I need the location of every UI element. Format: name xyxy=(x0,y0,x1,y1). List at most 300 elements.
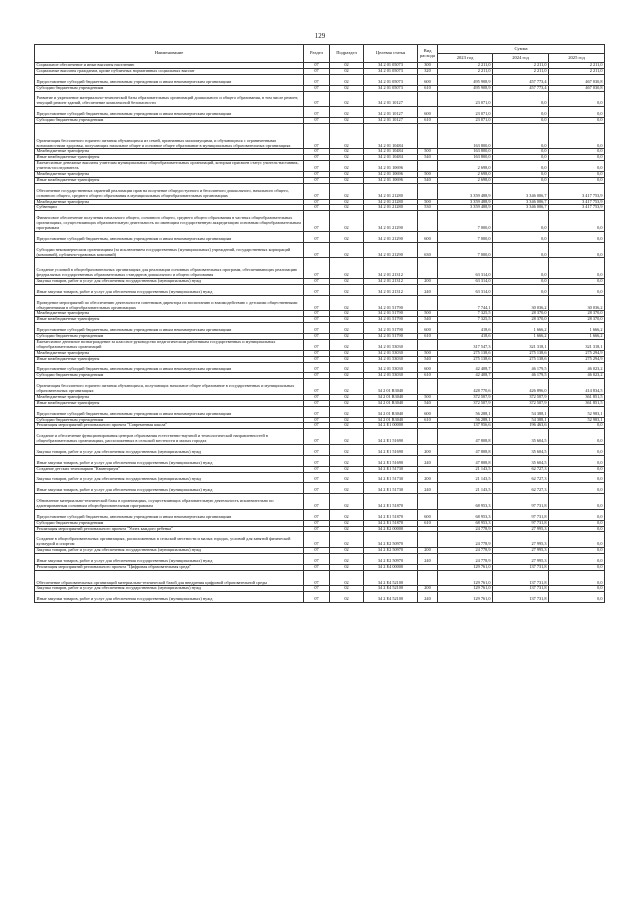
row-sum-2024: 2 211,0 xyxy=(493,68,549,74)
row-sum-2025: 1 666,2 xyxy=(549,334,605,340)
row-sum-2023: 275 138,6 xyxy=(438,350,493,356)
row-podrazdel: 02 xyxy=(330,183,364,199)
col-header-2024: 2024 год xyxy=(493,54,549,63)
table-row xyxy=(35,74,605,85)
row-name: Субсидии бюджетным учреждениям xyxy=(35,118,304,124)
table-row xyxy=(35,161,605,172)
row-sum-2024: 28 370,0 xyxy=(493,317,549,323)
row-vr: 610 xyxy=(418,520,438,526)
row-sum-2023: 23 071,0 xyxy=(438,107,493,118)
row-sum-2023: 42 408,7 xyxy=(438,373,493,379)
row-podrazdel: 02 xyxy=(330,199,364,205)
row-razdel: 07 xyxy=(304,423,330,429)
row-podrazdel: 02 xyxy=(330,417,364,423)
table-row xyxy=(35,183,605,199)
row-csr: 34 2 01 21280 xyxy=(364,199,418,205)
row-podrazdel: 02 xyxy=(330,564,364,570)
row-sum-2025: 0,0 xyxy=(549,494,605,510)
row-razdel: 07 xyxy=(304,554,330,565)
row-sum-2023: 7 744,1 xyxy=(438,295,493,311)
row-vr: 600 xyxy=(418,231,438,242)
row-sum-2023: 2 698,0 xyxy=(438,161,493,172)
row-vr: 240 xyxy=(418,284,438,295)
row-razdel: 07 xyxy=(304,123,330,149)
row-csr: 34 2 01 05073 xyxy=(364,74,418,85)
row-sum-2024: 97 731,8 xyxy=(493,494,549,510)
row-sum-2025: 0,0 xyxy=(549,258,605,279)
row-name: Иные межбюджетные трансферты xyxy=(35,177,304,183)
row-sum-2025: 0,0 xyxy=(549,554,605,565)
row-podrazdel: 02 xyxy=(330,373,364,379)
row-csr: 34 2 01 05073 xyxy=(364,63,418,69)
row-sum-2024: 1 666,2 xyxy=(493,323,549,334)
row-razdel: 07 xyxy=(304,68,330,74)
row-vr: 600 xyxy=(418,509,438,520)
row-razdel: 07 xyxy=(304,356,330,362)
row-vr: 240 xyxy=(418,554,438,565)
row-sum-2023: 2 211,0 xyxy=(438,63,493,69)
row-sum-2023: 7 325,5 xyxy=(438,317,493,323)
row-csr: 34 2 01 21280 xyxy=(364,205,418,211)
row-csr: 34 2 01 R3040 xyxy=(364,379,418,395)
row-vr: 600 xyxy=(418,323,438,334)
row-sum-2024: 0,0 xyxy=(493,242,549,258)
table-body xyxy=(35,63,605,603)
row-sum-2024: 28 370,0 xyxy=(493,311,549,317)
row-podrazdel: 02 xyxy=(330,123,364,149)
row-sum-2025: 0,0 xyxy=(549,429,605,445)
table-row xyxy=(35,472,605,483)
row-csr: 34 2 01 51790 xyxy=(364,295,418,311)
row-razdel: 07 xyxy=(304,161,330,172)
row-name: Межбюджетные трансферты xyxy=(35,394,304,400)
row-vr: 200 xyxy=(418,472,438,483)
table-row xyxy=(35,123,605,149)
row-podrazdel: 02 xyxy=(330,161,364,172)
row-podrazdel: 02 xyxy=(330,362,364,373)
row-csr: 34 2 E4 52100 xyxy=(364,570,418,586)
row-podrazdel: 02 xyxy=(330,295,364,311)
row-sum-2024: 0,0 xyxy=(493,118,549,124)
row-razdel: 07 xyxy=(304,373,330,379)
row-csr: 34 2 01 R3040 xyxy=(364,406,418,417)
row-sum-2023: 47 808,8 xyxy=(438,445,493,456)
row-sum-2025: 0,0 xyxy=(549,118,605,124)
row-sum-2025: 3 417 753,9 xyxy=(549,205,605,211)
row-name: Субсидии некоммерческим организациям (за исключением государственных (муниципальных) учреждений, государственных корпораций (компаний), публично-правовых компаний) xyxy=(35,242,304,258)
row-razdel: 07 xyxy=(304,205,330,211)
row-podrazdel: 02 xyxy=(330,172,364,178)
row-sum-2025: 0,0 xyxy=(549,423,605,429)
row-sum-2025: 0,0 xyxy=(549,466,605,472)
table-row xyxy=(35,284,605,295)
row-podrazdel: 02 xyxy=(330,520,364,526)
row-name: Предоставление субсидий бюджетным, автономным учреждениям и иным некоммерческим организациям xyxy=(35,406,304,417)
table-row xyxy=(35,211,605,232)
row-csr: 34 2 E1 51870 xyxy=(364,509,418,520)
row-podrazdel: 02 xyxy=(330,63,364,69)
row-sum-2024: 275 138,6 xyxy=(493,350,549,356)
row-sum-2023: 42 408,7 xyxy=(438,362,493,373)
row-sum-2024: 0,0 xyxy=(493,172,549,178)
row-vr: 200 xyxy=(418,586,438,592)
row-csr: 34 2 01 R3040 xyxy=(364,417,418,423)
row-sum-2024: 62 727,3 xyxy=(493,472,549,483)
row-podrazdel: 02 xyxy=(330,91,364,107)
row-sum-2023: 129 761,0 xyxy=(438,586,493,592)
row-podrazdel: 02 xyxy=(330,177,364,183)
row-name: Иные закупки товаров, работ и услуг для обеспечения государственных (муниципальных) нужд xyxy=(35,554,304,565)
row-vr: 530 xyxy=(418,205,438,211)
row-podrazdel: 02 xyxy=(330,211,364,232)
table-row xyxy=(35,455,605,466)
row-csr: 34 2 E2 50970 xyxy=(364,554,418,565)
row-sum-2023: 418,6 xyxy=(438,334,493,340)
row-razdel: 07 xyxy=(304,284,330,295)
row-sum-2023: 2 698,0 xyxy=(438,177,493,183)
row-sum-2024: 457 773,4 xyxy=(493,85,549,91)
row-csr: 34 2 E1 00000 xyxy=(364,423,418,429)
row-name: Субсидии бюджетным учреждениям xyxy=(35,520,304,526)
row-sum-2025: 0,0 xyxy=(549,161,605,172)
row-csr: 34 2 01 21280 xyxy=(364,183,418,199)
row-razdel: 07 xyxy=(304,362,330,373)
row-name: Межбюджетные трансферты xyxy=(35,172,304,178)
row-sum-2024: 97 731,8 xyxy=(493,520,549,526)
row-sum-2024: 46 179,5 xyxy=(493,373,549,379)
row-csr: 34 2 E4 00000 xyxy=(364,564,418,570)
row-razdel: 07 xyxy=(304,429,330,445)
row-podrazdel: 02 xyxy=(330,284,364,295)
row-sum-2023: 68 953,3 xyxy=(438,520,493,526)
row-csr: 34 2 E1 51730 xyxy=(364,466,418,472)
row-sum-2023: 56 288,1 xyxy=(438,406,493,417)
row-razdel: 07 xyxy=(304,242,330,258)
row-name: Обновление материально-технической базы в организациях, осуществляющих образовательную деятельность исключительно по адаптированным основным общеобразовательным программам xyxy=(35,494,304,510)
row-razdel: 07 xyxy=(304,532,330,548)
row-sum-2023: 21 143,5 xyxy=(438,466,493,472)
col-header-vr: Вид расхода xyxy=(418,45,438,63)
row-podrazdel: 02 xyxy=(330,356,364,362)
row-sum-2024: 372 507,9 xyxy=(493,394,549,400)
row-sum-2023: 24 778,9 xyxy=(438,526,493,532)
row-csr: 34 2 01 21312 xyxy=(364,258,418,279)
table-row xyxy=(35,91,605,107)
row-sum-2025: 0,0 xyxy=(549,564,605,570)
row-csr: 34 2 E1 51870 xyxy=(364,520,418,526)
row-podrazdel: 02 xyxy=(330,466,364,472)
row-podrazdel: 02 xyxy=(330,74,364,85)
table-row xyxy=(35,445,605,456)
row-razdel: 07 xyxy=(304,199,330,205)
row-name: Социальные выплаты гражданам, кроме публичных нормативных социальных выплат xyxy=(35,68,304,74)
row-name: Реализация мероприятий регионального проекта "Цифровая образовательная среда" xyxy=(35,564,304,570)
row-sum-2025: 361 851,5 xyxy=(549,394,605,400)
row-sum-2025: 0,0 xyxy=(549,172,605,178)
row-sum-2024: 30 036,2 xyxy=(493,295,549,311)
row-sum-2024: 62 727,3 xyxy=(493,466,549,472)
col-header-podrazdel: Подраздел xyxy=(330,45,364,63)
row-sum-2024: 27 995,3 xyxy=(493,548,549,554)
table-row xyxy=(35,570,605,586)
row-csr: 34 2 01 10127 xyxy=(364,107,418,118)
row-sum-2025: 0,0 xyxy=(549,231,605,242)
row-name: Иные межбюджетные трансферты xyxy=(35,356,304,362)
row-sum-2024: 137 731,8 xyxy=(493,564,549,570)
row-sum-2023: 2 698,0 xyxy=(438,172,493,178)
row-sum-2025: 0,0 xyxy=(549,526,605,532)
row-name: Субсидии бюджетным учреждениям xyxy=(35,85,304,91)
col-header-sum: Сумма xyxy=(438,45,605,54)
row-name: Иные межбюджетные трансферты xyxy=(35,155,304,161)
row-csr: 34 2 E1 51730 xyxy=(364,472,418,483)
row-razdel: 07 xyxy=(304,317,330,323)
row-csr: 34 2 01 51790 xyxy=(364,334,418,340)
row-sum-2024: 0,0 xyxy=(493,149,549,155)
row-sum-2025: 0,0 xyxy=(549,483,605,494)
row-podrazdel: 02 xyxy=(330,155,364,161)
row-sum-2023: 275 138,6 xyxy=(438,356,493,362)
row-razdel: 07 xyxy=(304,155,330,161)
row-sum-2023: 129 761,0 xyxy=(438,570,493,586)
row-podrazdel: 02 xyxy=(330,85,364,91)
row-name: Создание и обеспечение функционирования центров образования естественно-научной и технологической направленностей в общеобразовательных организациях, расположенных в сельской местности и малых городах xyxy=(35,429,304,445)
row-sum-2025: 0,0 xyxy=(549,123,605,149)
row-name: Проведение мероприятий по обеспечению деятельности советников директора по воспитанию и взаимодействию с детскими общественными объединениями в общеобразовательных организациях xyxy=(35,295,304,311)
row-sum-2025: 0,0 xyxy=(549,472,605,483)
row-csr: 34 2 E1 51690 xyxy=(364,455,418,466)
row-razdel: 07 xyxy=(304,183,330,199)
row-csr: 34 2 01 10696 xyxy=(364,177,418,183)
row-podrazdel: 02 xyxy=(330,279,364,285)
row-csr: 34 2 E1 51690 xyxy=(364,429,418,445)
row-sum-2023: 129 761,0 xyxy=(438,592,493,603)
row-razdel: 07 xyxy=(304,379,330,395)
row-vr: 540 xyxy=(418,317,438,323)
col-header-razdel: Раздел xyxy=(304,45,330,63)
row-csr: 34 2 E2 50970 xyxy=(364,532,418,548)
row-sum-2023: 21 143,5 xyxy=(438,472,493,483)
row-name: Предоставление субсидий бюджетным, автономным учреждениям и иным некоммерческим организациям xyxy=(35,74,304,85)
row-razdel: 07 xyxy=(304,472,330,483)
row-name: Закупка товаров, работ и услуг для обеспечения государственных (муниципальных) нужд xyxy=(35,548,304,554)
row-sum-2025: 0,0 xyxy=(549,155,605,161)
row-razdel: 07 xyxy=(304,586,330,592)
row-vr: 600 xyxy=(418,362,438,373)
row-sum-2024: 0,0 xyxy=(493,123,549,149)
row-podrazdel: 02 xyxy=(330,350,364,356)
row-vr: 600 xyxy=(418,107,438,118)
row-vr: 540 xyxy=(418,356,438,362)
row-sum-2023: 163 800,0 xyxy=(438,149,493,155)
row-sum-2023: 3 359 488,9 xyxy=(438,199,493,205)
row-name: Предоставление субсидий бюджетным, автономным учреждениям и иным некоммерческим организациям xyxy=(35,107,304,118)
row-podrazdel: 02 xyxy=(330,445,364,456)
row-sum-2025: 0,0 xyxy=(549,509,605,520)
row-sum-2025: 28 370,0 xyxy=(549,317,605,323)
row-razdel: 07 xyxy=(304,406,330,417)
row-sum-2023: 68 953,3 xyxy=(438,509,493,520)
row-podrazdel: 02 xyxy=(330,394,364,400)
row-sum-2024: 1 666,2 xyxy=(493,334,549,340)
row-csr: 34 2 01 10696 xyxy=(364,172,418,178)
table-row xyxy=(35,494,605,510)
row-csr: 34 2 01 10696 xyxy=(364,161,418,172)
row-name: Субсидии бюджетным учреждениям xyxy=(35,373,304,379)
row-vr xyxy=(418,258,438,279)
row-sum-2024: 27 995,3 xyxy=(493,554,549,565)
row-sum-2025: 0,0 xyxy=(549,279,605,285)
row-podrazdel: 02 xyxy=(330,526,364,532)
row-sum-2024: 54 388,1 xyxy=(493,417,549,423)
row-sum-2025: 46 023,2 xyxy=(549,373,605,379)
row-name: Создание в общеобразовательных организациях, расположенных в сельской местности и малых городах, условий для занятий физической культурой и спортом xyxy=(35,532,304,548)
table-row xyxy=(35,592,605,603)
row-podrazdel: 02 xyxy=(330,570,364,586)
row-vr: 600 xyxy=(418,406,438,417)
row-csr: 34 2 01 51790 xyxy=(364,317,418,323)
row-sum-2023: 24 778,9 xyxy=(438,532,493,548)
row-sum-2025: 0,0 xyxy=(549,548,605,554)
row-razdel: 07 xyxy=(304,311,330,317)
row-vr xyxy=(418,570,438,586)
row-podrazdel: 02 xyxy=(330,242,364,258)
row-sum-2025: 361 851,5 xyxy=(549,400,605,406)
table-row xyxy=(35,107,605,118)
row-podrazdel: 02 xyxy=(330,548,364,554)
table-row xyxy=(35,483,605,494)
row-razdel: 07 xyxy=(304,323,330,334)
row-sum-2024: 0,0 xyxy=(493,279,549,285)
row-sum-2024: 27 995,3 xyxy=(493,532,549,548)
row-sum-2023: 3 359 488,9 xyxy=(438,205,493,211)
table-row xyxy=(35,532,605,548)
row-name: Субсидии бюджетным учреждениям xyxy=(35,334,304,340)
row-sum-2024: 35 604,5 xyxy=(493,455,549,466)
budget-table xyxy=(34,44,605,603)
row-sum-2024: 0,0 xyxy=(493,107,549,118)
row-csr: 34 2 01 53030 xyxy=(364,339,418,350)
row-sum-2023: 163 800,0 xyxy=(438,155,493,161)
row-sum-2023: 68 953,3 xyxy=(438,494,493,510)
row-sum-2023: 56 288,1 xyxy=(438,417,493,423)
row-vr: 200 xyxy=(418,279,438,285)
row-podrazdel: 02 xyxy=(330,494,364,510)
row-name: Развитие и укрепление материально-технической базы образовательных организаций дошкольного и общего образования, в том числе ремонт, текущий ремонт зданий, обеспечение комплексной безопасности xyxy=(35,91,304,107)
row-vr xyxy=(418,295,438,311)
row-name: Организация бесплатного горячего питания обучающихся из семей, признанных малоимущими, и обучающихся с ограниченными возможностями здоровья, получающих начальное общее и основное общее образование в муниципальных образовательных организациях xyxy=(35,123,304,149)
row-podrazdel: 02 xyxy=(330,231,364,242)
row-sum-2025: 52 983,1 xyxy=(549,417,605,423)
row-sum-2023: 129 761,0 xyxy=(438,564,493,570)
row-sum-2025: 414 834,5 xyxy=(549,379,605,395)
row-razdel: 07 xyxy=(304,258,330,279)
row-sum-2024: 137 731,8 xyxy=(493,586,549,592)
row-csr: 34 2 01 53030 xyxy=(364,350,418,356)
row-sum-2025: 275 294,9 xyxy=(549,350,605,356)
row-sum-2025: 1 666,2 xyxy=(549,323,605,334)
row-sum-2025: 0,0 xyxy=(549,455,605,466)
row-csr: 34 2 01 53030 xyxy=(364,373,418,379)
row-razdel: 07 xyxy=(304,526,330,532)
row-csr: 34 2 01 10127 xyxy=(364,91,418,107)
row-sum-2024: 0,0 xyxy=(493,161,549,172)
row-razdel: 07 xyxy=(304,118,330,124)
row-sum-2023: 7 000,0 xyxy=(438,231,493,242)
row-razdel: 07 xyxy=(304,107,330,118)
row-name: Организация бесплатного горячего питания обучающихся, получающих начальное общее образование в государственных и муниципальных образовательных организациях xyxy=(35,379,304,395)
row-sum-2023: 137 956,6 xyxy=(438,423,493,429)
row-vr: 240 xyxy=(418,592,438,603)
row-sum-2023: 23 071,0 xyxy=(438,118,493,124)
row-razdel: 07 xyxy=(304,350,330,356)
row-sum-2023: 63 314,0 xyxy=(438,279,493,285)
row-vr xyxy=(418,379,438,395)
row-razdel: 07 xyxy=(304,177,330,183)
row-vr xyxy=(418,123,438,149)
row-sum-2025: 0,0 xyxy=(549,570,605,586)
row-name: Создание детских технопарков "Кванториум" xyxy=(35,466,304,472)
row-razdel: 07 xyxy=(304,466,330,472)
row-csr: 34 2 01 21312 xyxy=(364,279,418,285)
row-podrazdel: 02 xyxy=(330,455,364,466)
row-vr xyxy=(418,161,438,172)
row-vr xyxy=(418,532,438,548)
row-sum-2025: 30 036,2 xyxy=(549,295,605,311)
row-razdel: 07 xyxy=(304,564,330,570)
row-sum-2023: 495 908,9 xyxy=(438,85,493,91)
row-podrazdel: 02 xyxy=(330,205,364,211)
row-vr: 610 xyxy=(418,334,438,340)
row-sum-2025: 0,0 xyxy=(549,592,605,603)
row-razdel: 07 xyxy=(304,455,330,466)
row-sum-2025: 467 030,8 xyxy=(549,74,605,85)
row-sum-2025: 52 983,1 xyxy=(549,406,605,417)
row-sum-2024: 372 507,9 xyxy=(493,400,549,406)
row-podrazdel: 02 xyxy=(330,429,364,445)
row-sum-2024: 0,0 xyxy=(493,177,549,183)
table-row xyxy=(35,339,605,350)
row-name: Межбюджетные трансферты xyxy=(35,199,304,205)
row-name: Предоставление субсидий бюджетным, автономным учреждениям и иным некоммерческим организациям xyxy=(35,323,304,334)
row-sum-2024: 3 346 006,7 xyxy=(493,199,549,205)
row-vr: 600 xyxy=(418,74,438,85)
table-row xyxy=(35,509,605,520)
row-csr: 34 2 E4 52100 xyxy=(364,586,418,592)
row-razdel: 07 xyxy=(304,483,330,494)
row-razdel: 07 xyxy=(304,339,330,350)
row-sum-2023: 63 314,0 xyxy=(438,258,493,279)
row-razdel: 07 xyxy=(304,172,330,178)
row-name: Создание условий в общеобразовательных организациях для реализации основных образовательных программ, обеспечивающих реализацию федеральных государственных образовательных стандартов дошкольного и общего образования xyxy=(35,258,304,279)
row-sum-2024: 0,0 xyxy=(493,211,549,232)
row-razdel: 07 xyxy=(304,149,330,155)
row-vr: 240 xyxy=(418,483,438,494)
row-sum-2024: 275 138,6 xyxy=(493,356,549,362)
row-sum-2023: 47 808,8 xyxy=(438,455,493,466)
row-name: Закупка товаров, работ и услуг для обеспечения государственных (муниципальных) нужд xyxy=(35,472,304,483)
row-sum-2023: 47 808,8 xyxy=(438,429,493,445)
row-csr: 34 2 01 05073 xyxy=(364,85,418,91)
row-sum-2025: 0,0 xyxy=(549,445,605,456)
row-sum-2025: 0,0 xyxy=(549,532,605,548)
row-vr: 300 xyxy=(418,63,438,69)
table-row xyxy=(35,379,605,395)
row-sum-2024: 0,0 xyxy=(493,231,549,242)
col-header-2025: 2025 год xyxy=(549,54,605,63)
row-sum-2024: 46 179,5 xyxy=(493,362,549,373)
row-sum-2023: 163 800,0 xyxy=(438,123,493,149)
